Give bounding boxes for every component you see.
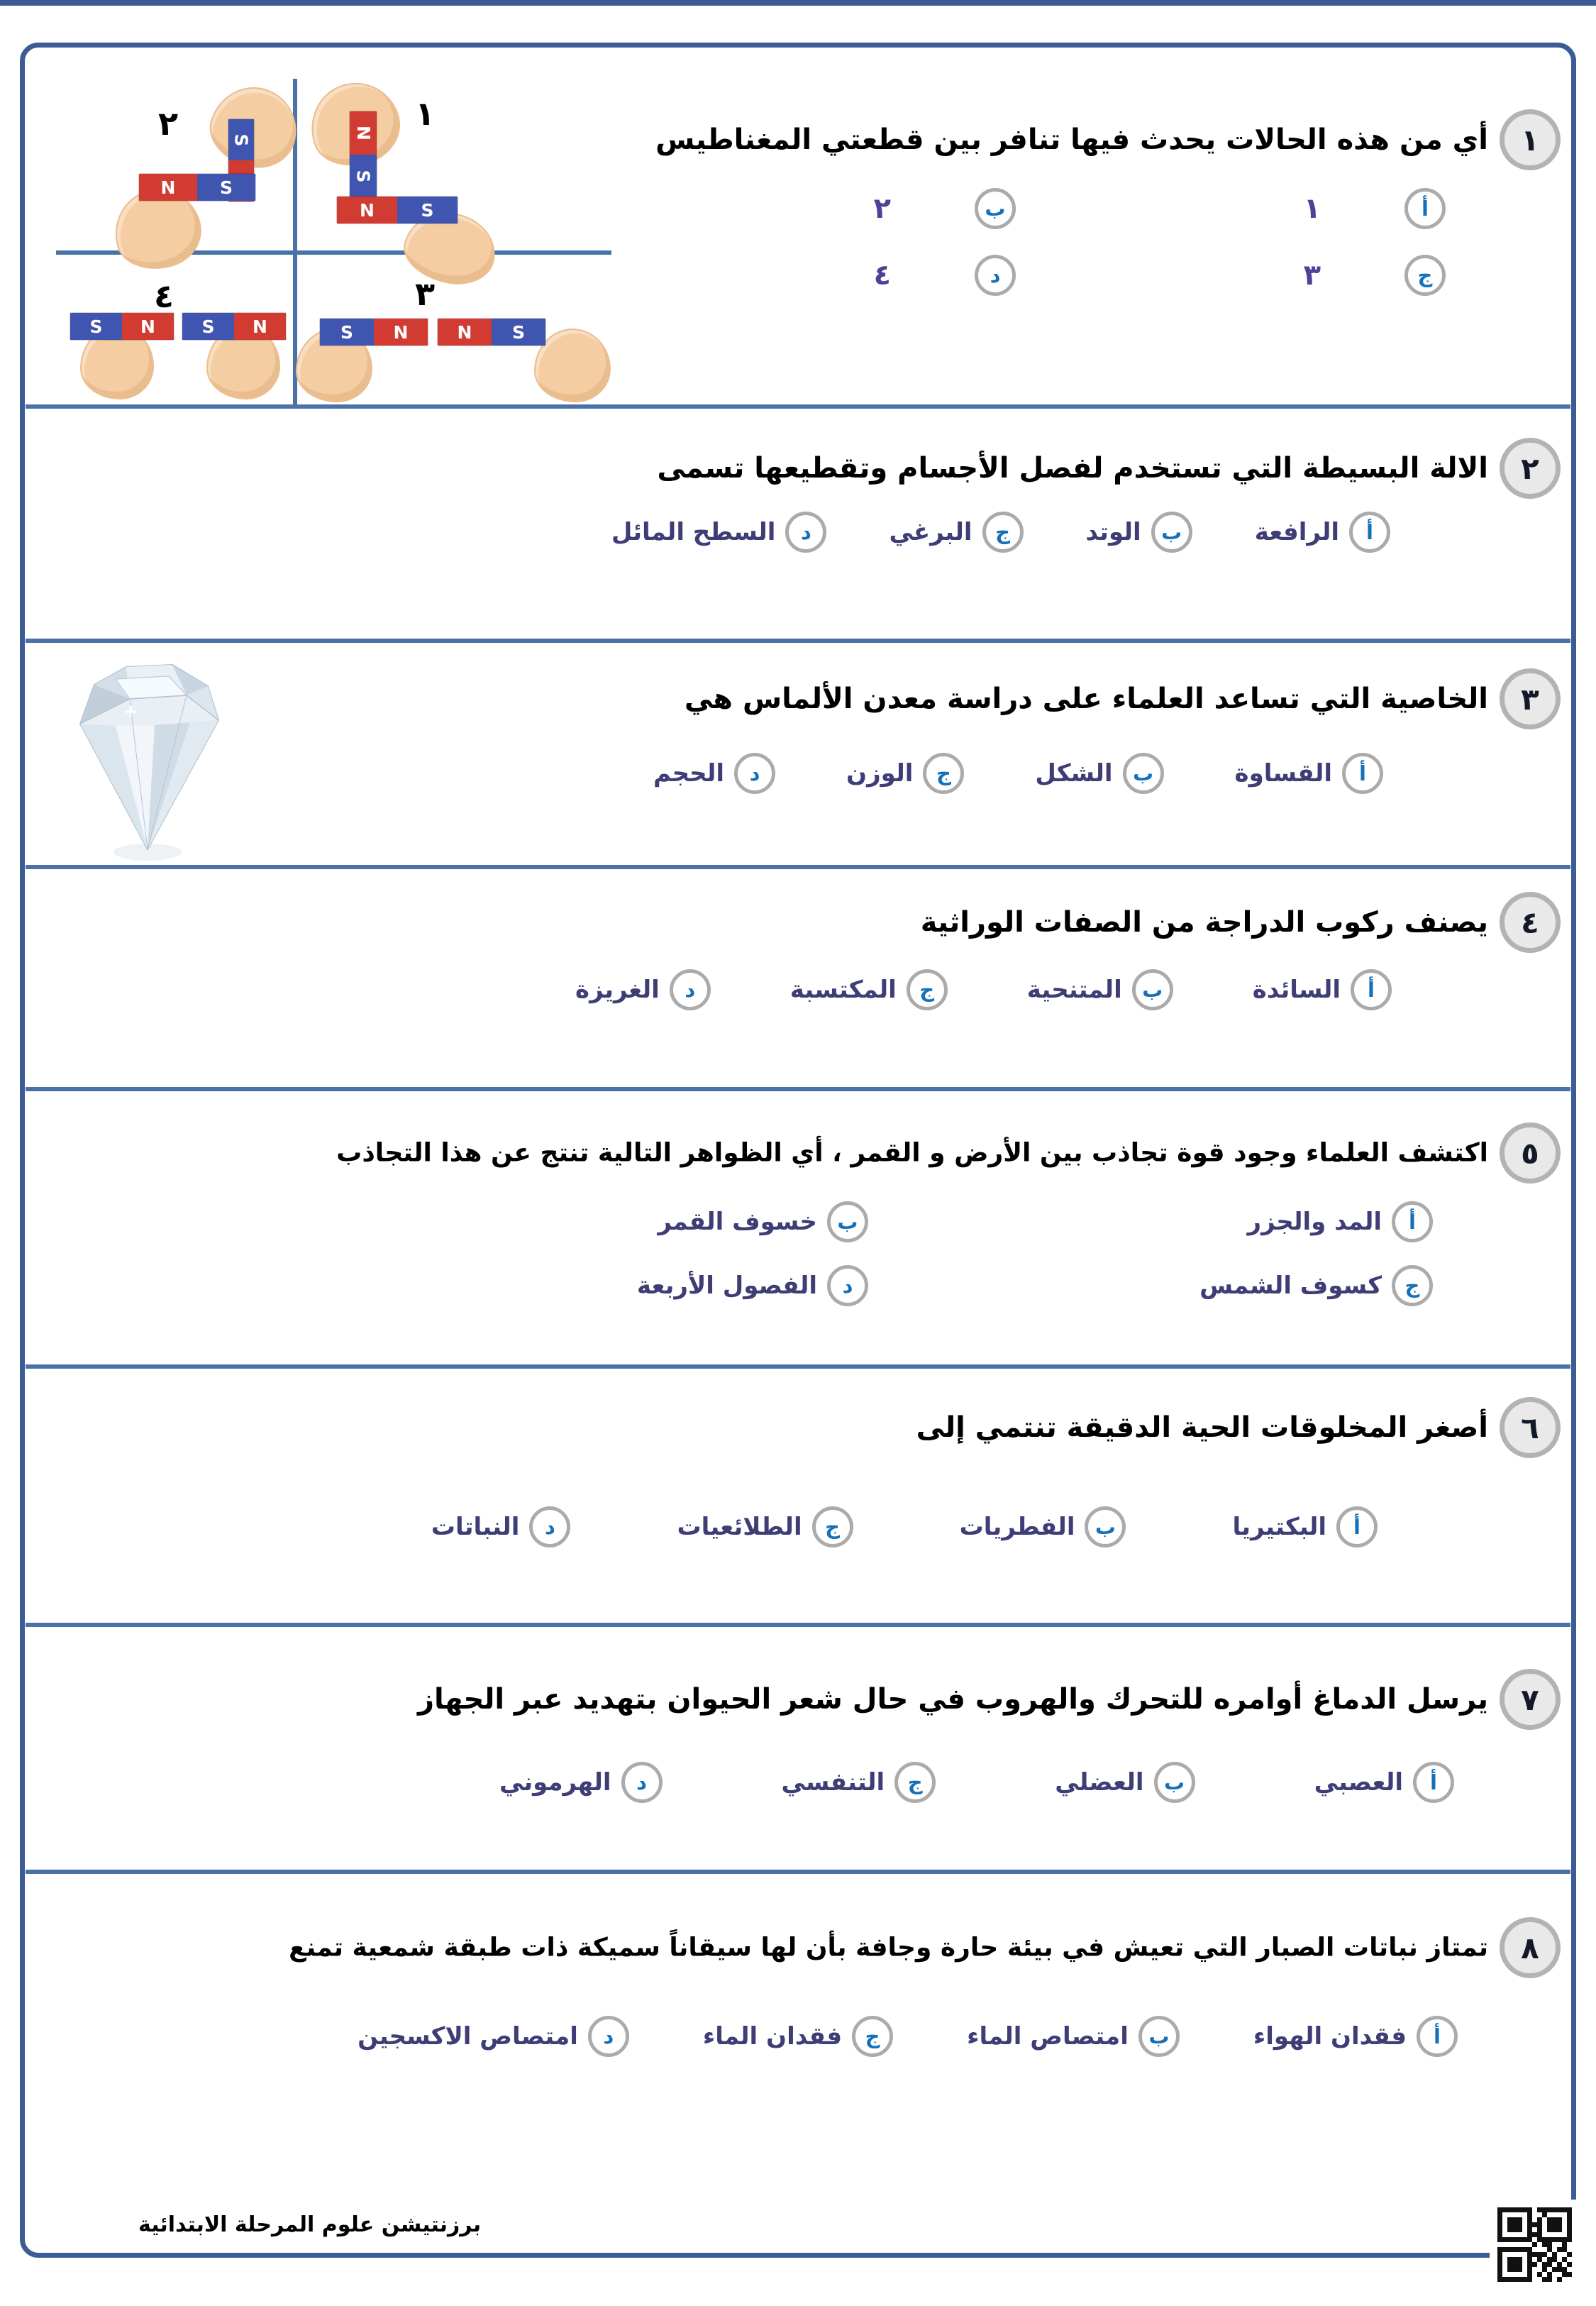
option-letter-circle[interactable]: ب [1123,753,1164,794]
hand-fist [534,329,611,402]
options-row [499,1762,1454,1803]
magnet-pole-s: S [228,119,254,160]
option-b[interactable] [1027,969,1173,1010]
option-c[interactable] [1199,1265,1433,1306]
magnet-bar [70,313,174,340]
diamond-image [41,656,254,862]
option-label: التنفسي [781,1768,885,1797]
options-row [653,753,1383,794]
magnet-pole-n: N [350,111,377,155]
option-a[interactable] [1253,969,1392,1010]
options-row [358,2016,1458,2057]
option-label: امتصاص الماء [967,2022,1129,2051]
magnet-pole-n: N [139,174,197,201]
magnet-pole-n: N [234,313,286,340]
question-text: أصغر المخلوقات الحية الدقيقة تنتمي إلى [916,1411,1488,1444]
options-row [611,512,1390,553]
option-letter-circle[interactable]: د [975,255,1016,296]
section-divider [26,1087,1570,1091]
page-top-rule [0,0,1596,6]
question-number: ٧ [1521,1682,1539,1717]
option-letter-circle[interactable]: أ [1349,512,1390,553]
option-label: السائدة [1252,976,1341,1004]
question-number: ١ [1521,122,1539,158]
question-number-badge [1500,438,1561,499]
question-text: الخاصية التي تساعد العلماء على دراسة معدن الألماس هي [684,683,1488,715]
question-number-badge [1500,1397,1561,1458]
option-letter-circle[interactable]: ج [923,753,964,794]
question-number-badge [1500,1122,1561,1184]
option-label: القساوة [1234,759,1332,788]
option-label: الفصول الأربعة [636,1271,817,1300]
option-letter-circle[interactable]: د [588,2016,629,2057]
option-label: الفطريات [959,1513,1075,1541]
question-number-badge [1500,1917,1561,1978]
option-b[interactable] [967,2016,1180,2057]
magnet-pole-s: S [197,174,255,201]
option-label: البكتيريا [1232,1513,1326,1541]
question-text: يرسل الدماغ أوامره للتحرك والهروب في حال شعر الحيوان بتهديد عبر الجهاز [418,1683,1488,1716]
option-label: فقدان الماء [702,2022,843,2051]
option-d[interactable] [637,1265,868,1306]
option-letter-circle[interactable]: ج [894,1762,936,1803]
option-c[interactable] [782,1762,936,1803]
question-number-badge [1500,668,1561,729]
option-label: العضلي [1055,1768,1144,1797]
magnet-pole-s: S [182,313,234,340]
question-number: ٥ [1521,1135,1539,1171]
question-number: ٦ [1521,1410,1539,1445]
option-letter-circle[interactable]: ج [907,969,948,1010]
option-d[interactable] [575,969,711,1010]
option-b[interactable] [874,188,1016,229]
magnet-pole-s: S [492,319,545,346]
option-label: الوتد [1085,518,1141,546]
option-d[interactable] [611,512,827,553]
question-number-badge [1500,1669,1561,1730]
question-number: ٤ [1521,905,1539,940]
option-label: الطلائعيات [677,1513,802,1541]
option-letter-circle[interactable]: ب [1151,512,1192,553]
option-label: السطح المائل [611,518,776,546]
option-c[interactable] [846,753,964,794]
option-label: البرغي [889,518,972,546]
option-letter-circle[interactable]: د [670,969,711,1010]
option-c[interactable] [1304,255,1446,296]
magnet-pole-n: N [374,319,428,346]
option-b[interactable] [1055,1762,1195,1803]
option-letter-circle[interactable]: أ [1336,1506,1378,1548]
option-label: الهرموني [499,1768,611,1797]
magnet-pole-n: N [122,313,174,340]
option-letter-circle[interactable]: ج [852,2016,893,2057]
option-c[interactable] [677,1506,853,1548]
magnet-pole-n: N [337,197,397,224]
option-b[interactable] [960,1506,1126,1548]
question-text: يصنف ركوب الدراجة من الصفات الوراثية [920,906,1488,939]
option-label: فقدان الهواء [1253,2022,1407,2051]
option-label: الرافعة [1254,518,1339,546]
section-divider [26,865,1570,869]
option-letter-circle[interactable]: أ [1351,969,1392,1010]
magnet-pole-s: S [350,155,377,198]
option-a[interactable] [1253,2016,1458,2057]
option-d[interactable] [653,753,775,794]
section-divider [26,1623,1570,1627]
option-label: النباتات [431,1513,520,1541]
question-number: ٨ [1521,1930,1539,1965]
option-a[interactable] [1314,1762,1454,1803]
option-letter-circle[interactable]: ج [812,1506,853,1548]
magnet-bar [139,174,255,201]
magnet-bar [320,319,428,346]
option-a[interactable] [1232,1506,1378,1548]
option-b[interactable] [1086,512,1192,553]
section-divider [26,1364,1570,1369]
option-label: الحجم [653,759,725,788]
question-number: ٣ [1521,681,1539,717]
option-label: المد والجزر [1247,1208,1382,1236]
question-number-badge [1500,892,1561,953]
option-letter-circle[interactable]: أ [1404,188,1446,229]
qr-code [1490,2200,1579,2289]
option-d[interactable] [499,1762,663,1803]
option-letter-circle[interactable]: أ [1392,1201,1433,1242]
magnet-bar [438,319,545,346]
case-1-label: ١ [415,94,436,133]
option-d[interactable] [431,1506,571,1548]
option-label: الشكل [1035,759,1113,788]
magnet-pole-s: S [320,319,374,346]
option-a[interactable] [1255,512,1390,553]
question-number-badge [1500,109,1561,170]
option-letter-circle[interactable]: د [621,1762,663,1803]
options-row [575,969,1392,1010]
option-label: الوزن [846,759,914,788]
option-c[interactable] [790,969,948,1010]
magnet-bar [182,313,286,340]
option-a[interactable] [1235,753,1383,794]
case-2-label: ٢ [158,104,179,143]
option-c[interactable] [889,512,1023,553]
magnet-pole-s: S [397,197,458,224]
option-label: ٢ [873,192,891,225]
option-letter-circle[interactable]: د [529,1506,570,1548]
option-letter-circle[interactable]: ب [1132,969,1173,1010]
option-b[interactable] [1035,753,1163,794]
option-letter-circle[interactable]: د [827,1265,868,1306]
option-letter-circle[interactable]: أ [1413,1762,1454,1803]
question-text: أي من هذه الحالات يحدث فيها تنافر بين قطعتي المغناطيس [655,123,1488,156]
option-letter-circle[interactable]: أ [1342,753,1383,794]
option-label: ١ [1303,192,1321,225]
qr-code-canvas [1497,2207,1572,2282]
option-d[interactable] [358,2016,629,2057]
question-text: اكتشف العلماء وجود قوة تجاذب بين الأرض و القمر ، أي الظواهر التالية تنتج عن هذا التجاذب [336,1138,1488,1168]
section-divider [26,404,1570,409]
option-letter-circle[interactable]: د [785,512,826,553]
magnet-cases-figure [46,53,611,404]
option-label: كسوف الشمس [1199,1271,1382,1300]
option-letter-circle[interactable]: أ [1417,2016,1458,2057]
case-4-label: ٤ [154,277,174,315]
question-text: تمتاز نباتات الصبار التي تعيش في بيئة حارة وجافة بأن لها سيقاناً سميكة ذات طبقة شمعية تمنع [289,1933,1488,1963]
option-label: امتصاص الاكسجين [358,2022,578,2051]
case-3-label: ٣ [415,275,436,313]
option-label: الغريزة [575,976,660,1004]
hand-fist [201,77,306,177]
magnet-bar [337,197,458,224]
option-letter-circle[interactable]: د [734,753,775,794]
option-label: ٣ [1303,259,1321,292]
option-letter-circle[interactable]: ب [975,188,1016,229]
section-divider [26,1870,1570,1874]
option-letter-circle[interactable]: ج [1404,255,1446,296]
question-number: ٢ [1521,451,1539,486]
magnet-pole-s: S [70,313,122,340]
option-c[interactable] [703,2016,893,2057]
option-a[interactable] [1248,1201,1433,1242]
options-row [431,1506,1378,1548]
option-label: خسوف القمر [658,1208,817,1236]
section-divider [26,639,1570,643]
option-label: المتنحية [1026,976,1122,1004]
option-letter-circle[interactable]: ج [982,512,1024,553]
option-label: العصبي [1314,1768,1403,1797]
option-letter-circle[interactable]: ب [827,1201,868,1242]
option-b[interactable] [658,1201,868,1242]
option-letter-circle[interactable]: ب [1154,1762,1195,1803]
magnet-bar [350,111,377,198]
option-label: ٤ [873,259,891,292]
magnet-pole-n: N [438,319,492,346]
option-letter-circle[interactable]: ج [1392,1265,1433,1306]
option-letter-circle[interactable]: ب [1085,1506,1126,1548]
question-text: الالة البسيطة التي تستخدم لفصل الأجسام وتقطيعها تسمى [657,452,1488,485]
option-d[interactable] [874,255,1016,296]
option-a[interactable] [1304,188,1446,229]
option-label: المكتسبة [789,976,897,1004]
footer-credit: برزنتيشن علوم المرحلة الابتدائية [138,2212,482,2237]
option-letter-circle[interactable]: ب [1138,2016,1180,2057]
